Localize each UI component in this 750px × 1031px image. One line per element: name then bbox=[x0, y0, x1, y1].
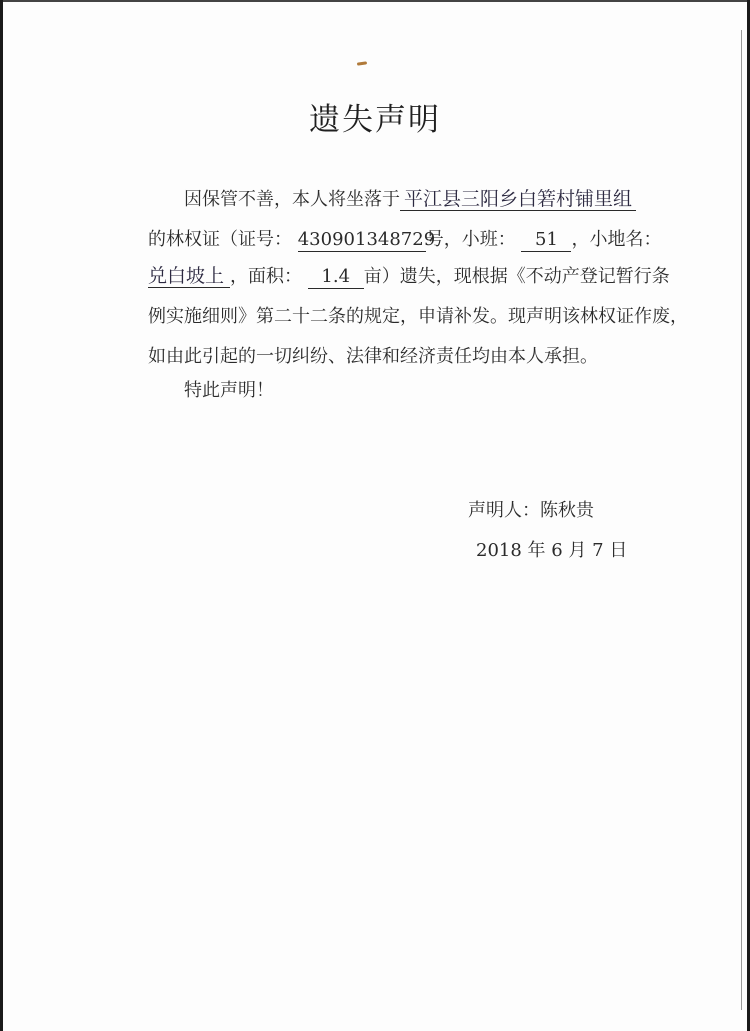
paragraph-line-4: 例实施细则》第二十二条的规定，申请补发。现声明该林权证作废， bbox=[148, 306, 688, 327]
signer-label: 声明人： bbox=[468, 500, 540, 521]
line2-mid: 号，小班： bbox=[425, 229, 516, 250]
paper-speck bbox=[357, 61, 367, 65]
closing-statement: 特此声明！ bbox=[184, 380, 274, 401]
paragraph-line-3 bbox=[148, 264, 670, 290]
document-title: 遗失声明 bbox=[309, 102, 441, 138]
statement-date: 2018 年 6 月 7 日 bbox=[476, 540, 628, 561]
signer-line bbox=[468, 498, 594, 524]
subcompartment-field: 51 bbox=[521, 229, 571, 252]
location-field: 平江县三阳乡白箬村铺里组 bbox=[400, 188, 636, 211]
scan-edge-top bbox=[0, 0, 750, 2]
certificate-number-field: 430901348729 bbox=[297, 229, 436, 250]
paragraph-line-1 bbox=[184, 187, 636, 213]
signer-name: 陈秋贵 bbox=[540, 500, 594, 521]
line1-prefix: 因保管不善，本人将坐落于 bbox=[184, 189, 400, 210]
line3-mid: ，面积： bbox=[230, 266, 302, 287]
scan-edge-shadow bbox=[741, 30, 742, 1010]
place-name-field: 兑白坡上 bbox=[148, 265, 230, 288]
line2-prefix: 的林权证（证号： bbox=[148, 229, 292, 250]
paragraph-line-2 bbox=[148, 227, 661, 253]
paragraph-line-5: 如由此引起的一切纠纷、法律和经济责任均由本人承担。 bbox=[148, 346, 598, 367]
area-field: 1.4 bbox=[308, 266, 364, 289]
line3-suffix: 亩）遗失，现根据《不动产登记暂行条 bbox=[363, 266, 670, 287]
line2-suffix: ，小地名： bbox=[571, 229, 662, 250]
scan-edge-left bbox=[0, 0, 3, 1031]
